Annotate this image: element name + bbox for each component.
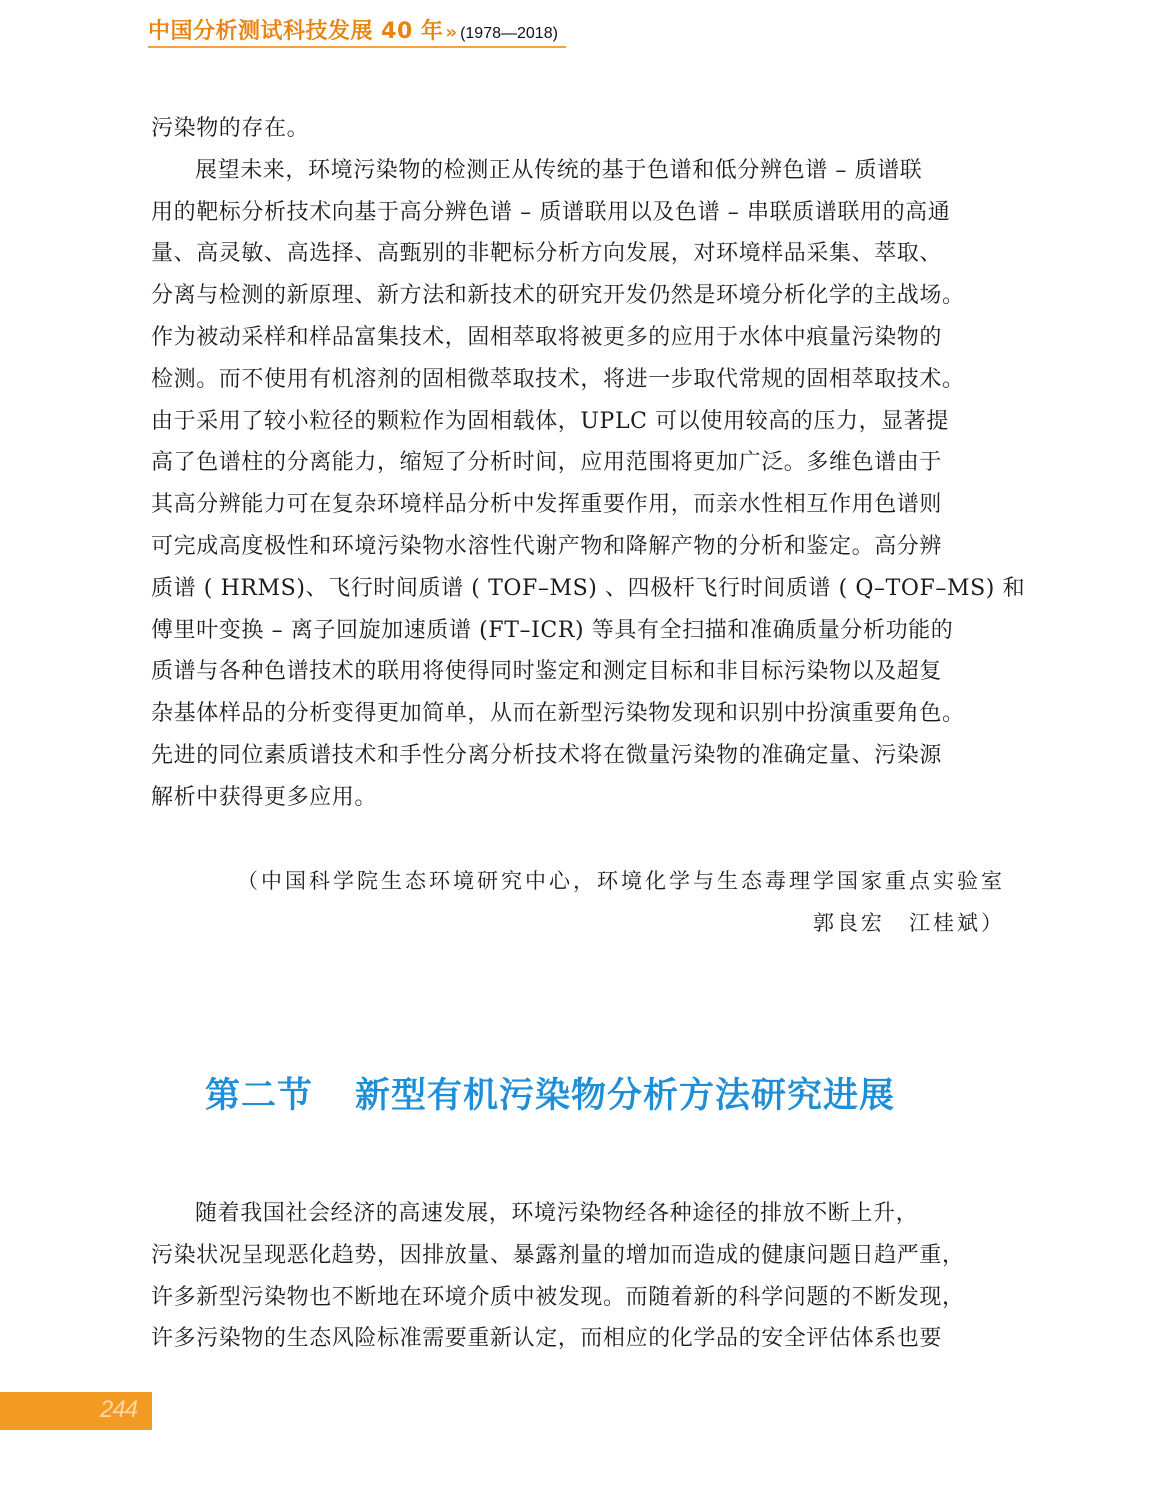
text-line: 展望未来，环境污染物的检测正从传统的基于色谱和低分辨色谱 – 质谱联 [195, 157, 923, 183]
text-line: 质谱与各种色谱技术的联用将使得同时鉴定和测定目标和非目标污染物以及超复 [151, 659, 943, 685]
section-body-text [151, 1193, 1007, 1360]
section-number: 第二节 [205, 1076, 314, 1116]
text-line: 污染物的存在。 [151, 116, 310, 141]
text-line: 傅里叶变换 – 离子回旋加速质谱 (FT–ICR) 等具有全扫描和准确质量分析功能的 [151, 617, 954, 643]
text-line: 检测。而不使用有机溶剂的固相微萃取技术，将进一步取代常规的固相萃取技术。 [151, 366, 965, 392]
text-line: 许多污染物的生态风险标准需要重新认定，而相应的化学品的安全评估体系也要 [151, 1326, 943, 1352]
text-line: 杂基体样品的分析变得更加简单，从而在新型污染物发现和识别中扮演重要角色。 [151, 701, 965, 727]
attribution-authors: 郭良宏 江桂斌） [813, 911, 1005, 935]
attribution-institution: （中国科学院生态环境研究中心，环境化学与生态毒理学国家重点实验室 [237, 869, 1005, 893]
text-line: 分离与检测的新原理、新方法和新技术的研究开发仍然是环境分析化学的主战场。 [151, 283, 965, 309]
paragraph-continued [151, 108, 1007, 150]
text-line: 由于采用了较小粒径的颗粒作为固相载体，UPLC 可以使用较高的压力，显著提 [151, 408, 949, 434]
text-line: 其高分辨能力可在复杂环境样品分析中发挥重要作用，而亲水性相互作用色谱则 [151, 492, 943, 518]
text-line: 污染状况呈现恶化趋势，因排放量、暴露剂量的增加而造成的健康问题日趋严重， [151, 1242, 965, 1268]
running-header [148, 14, 558, 44]
text-line: 随着我国社会经济的高速发展，环境污染物经各种途径的排放不断上升， [195, 1201, 919, 1226]
text-line: 高了色谱柱的分离能力，缩短了分析时间，应用范围将更加广泛。多维色谱由于 [151, 450, 943, 476]
paragraph-outlook [151, 150, 1026, 819]
text-line: 解析中获得更多应用。 [151, 784, 378, 810]
book-title: 中国分析测试科技发展 40 年 [148, 19, 444, 44]
section-title: 新型有机污染物分析方法研究进展 [355, 1076, 896, 1116]
header-rule [148, 46, 566, 48]
text-line: 先进的同位素质谱技术和手性分离分析技术将在微量污染物的准确定量、污染源 [151, 742, 943, 768]
chevron-icon: » [445, 22, 458, 43]
text-line: 许多新型污染物也不断地在环境介质中被发现。而随着新的科学问题的不断发现， [151, 1284, 965, 1310]
text-line: 可完成高度极性和环境污染物水溶性代谢产物和降解产物的分析和鉴定。高分辨 [151, 533, 943, 559]
text-line: 质谱 ( HRMS)、飞行时间质谱 ( TOF–MS) 、四极杆飞行时间质谱 ( Q–TOF–MS) 和 [151, 575, 1026, 601]
main-body-text [151, 108, 1026, 819]
book-years: (1978—2018) [460, 25, 558, 42]
text-line: 用的靶标分析技术向基于高分辨色谱 – 质谱联用以及色谱 – 串联质谱联用的高通 [151, 199, 951, 225]
text-line: 作为被动采样和样品富集技术，固相萃取将被更多的应用于水体中痕量污染物的 [151, 324, 943, 350]
author-attribution [237, 860, 1005, 944]
page-number: 244 [100, 1396, 138, 1423]
section-heading [205, 1068, 895, 1118]
text-line: 量、高灵敏、高选择、高甄别的非靶标分析方向发展，对环境样品采集、萃取、 [151, 241, 943, 267]
